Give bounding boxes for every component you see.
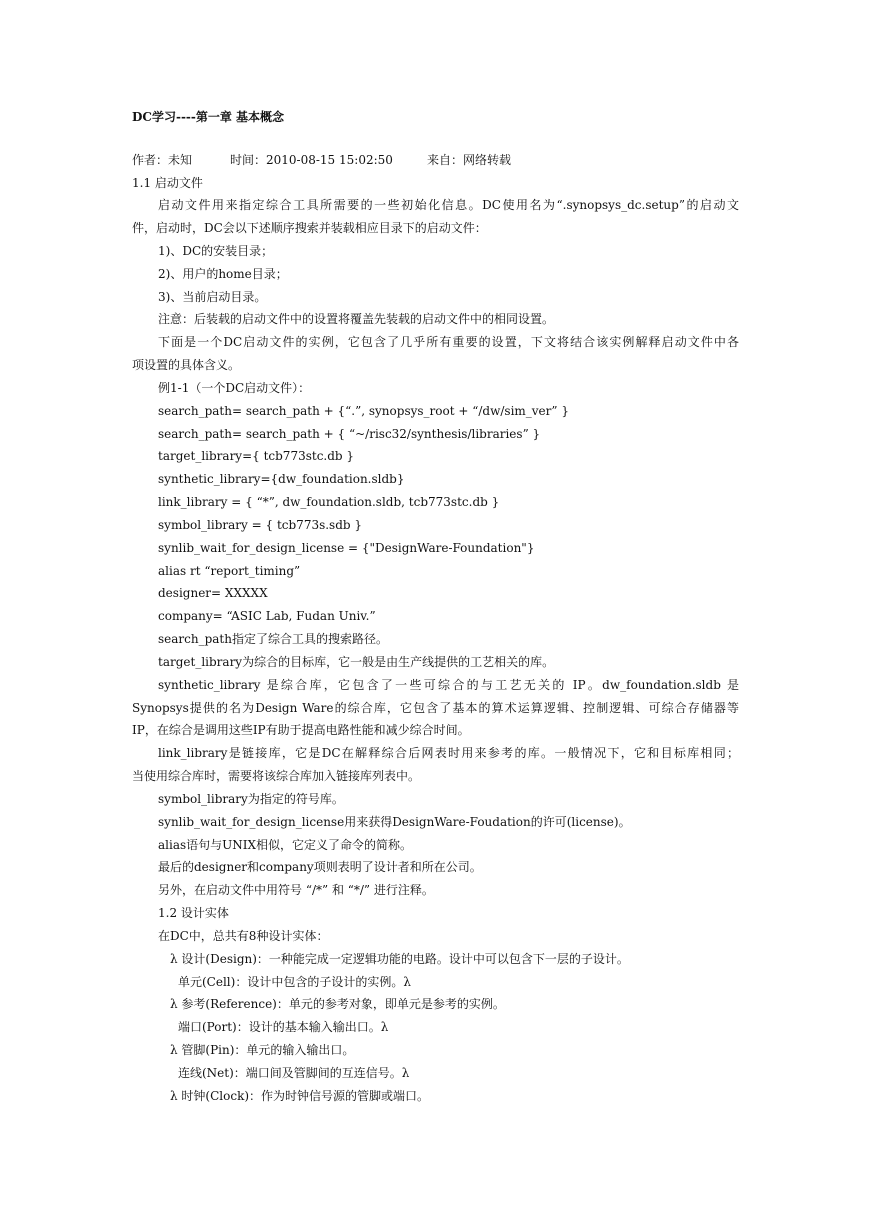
paragraph-line: symbol_library为指定的符号库。 — [158, 792, 344, 806]
code-line: symbol_library = { tcb773s.sdb } — [158, 518, 363, 532]
code-line: search_path= search_path + {“.”, synopsys_root + “/dw/sim_ver” } — [158, 404, 569, 418]
section-heading-1-1: 1.1 启动文件 — [132, 176, 203, 190]
list-item: 3)、当前启动目录。 — [158, 290, 267, 304]
document-title: DC学习----第一章 基本概念 — [132, 110, 285, 124]
paragraph-line: 最后的designer和company项则表明了设计者和所在公司。 — [158, 860, 482, 874]
paragraph-line: synthetic_library 是综合库，它包含了一些可综合的与工艺无关的 IP。dw_foundation.sldb 是 — [158, 678, 739, 692]
paragraph-line: 另外，在启动文件中用符号 “/*” 和 “*/” 进行注释。 — [158, 883, 434, 897]
author-text: 作者：未知 — [132, 153, 193, 167]
code-line: synlib_wait_for_design_license = {"DesignWare-Foundation"} — [158, 541, 535, 555]
paragraph-line: alias语句与UNIX相似，它定义了命令的简称。 — [158, 838, 413, 852]
list-item: 连线(Net)：端口间及管脚间的互连信号。λ — [178, 1066, 410, 1080]
source-text: 来自：网络转载 — [427, 153, 512, 167]
list-item: 单元(Cell)：设计中包含的子设计的实例。λ — [178, 975, 411, 989]
paragraph-line: link_library是链接库，它是DC在解释综合后网表时用来参考的库。一般情况下，它和目标库相同； — [158, 746, 739, 760]
list-item: 1)、DC的安装目录； — [158, 244, 274, 258]
code-line: company= “ASIC Lab, Fudan Univ.” — [158, 609, 376, 623]
paragraph-line: 件，启动时，DC会以下述顺序搜索并装载相应目录下的启动文件： — [132, 221, 487, 235]
paragraph-line: search_path指定了综合工具的搜索路径。 — [158, 632, 388, 646]
list-item: λ 参考(Reference)：单元的参考对象，即单元是参考的实例。 — [170, 997, 505, 1011]
code-line: search_path= search_path + { “~/risc32/synthesis/libraries” } — [158, 427, 541, 441]
code-line: designer= XXXXX — [158, 586, 268, 600]
example-caption: 例1-1（一个DC启动文件）： — [158, 381, 311, 395]
list-item: λ 管脚(Pin)：单元的输入输出口。 — [170, 1043, 355, 1057]
paragraph-line: 启动文件用来指定综合工具所需要的一些初始化信息。DC使用名为“.synopsys_dc.setup”的启动文 — [158, 198, 739, 212]
paragraph-line: 下面是一个DC启动文件的实例，它包含了几乎所有重要的设置，下文将结合该实例解释启动文件中各 — [158, 335, 739, 349]
list-item: 端口(Port)：设计的基本输入输出口。λ — [178, 1020, 389, 1034]
paragraph-line: Synopsys提供的名为Design Ware的综合库，它包含了基本的算术运算逻辑、控制逻辑、可综合存储器等 — [132, 701, 739, 715]
code-line: alias rt “report_timing” — [158, 564, 301, 578]
code-line: target_library={ tcb773stc.db } — [158, 449, 355, 463]
article-meta — [132, 152, 512, 168]
list-item: λ 设计(Design)：一种能完成一定逻辑功能的电路。设计中可以包含下一层的子设计。 — [170, 952, 629, 966]
paragraph-line: 项设置的具体含义。 — [132, 358, 241, 372]
note-line: 注意：后装载的启动文件中的设置将覆盖先装载的启动文件中的相同设置。 — [158, 312, 555, 326]
code-line: synthetic_library={dw_foundation.sldb} — [158, 472, 405, 486]
paragraph-line: 当使用综合库时，需要将该综合库加入链接库列表中。 — [132, 769, 421, 783]
time-text: 时间：2010-08-15 15:02:50 — [230, 153, 393, 167]
paragraph-line: target_library为综合的目标库，它一般是由生产线提供的工艺相关的库。 — [158, 655, 555, 669]
section-heading-1-2: 1.2 设计实体 — [158, 906, 229, 920]
paragraph-line: IP，在综合是调用这些IP有助于提高电路性能和减少综合时间。 — [132, 723, 470, 737]
paragraph-line: synlib_wait_for_design_license用来获得DesignWare-Foudation的许可(license)。 — [158, 815, 631, 829]
list-item: λ 时钟(Clock)：作为时钟信号源的管脚或端口。 — [170, 1089, 430, 1103]
paragraph-line: 在DC中，总共有8种设计实体： — [158, 929, 329, 943]
code-line: link_library = { “*”, dw_foundation.sldb, tcb773stc.db } — [158, 495, 500, 509]
list-item: 2)、用户的home目录； — [158, 267, 288, 281]
